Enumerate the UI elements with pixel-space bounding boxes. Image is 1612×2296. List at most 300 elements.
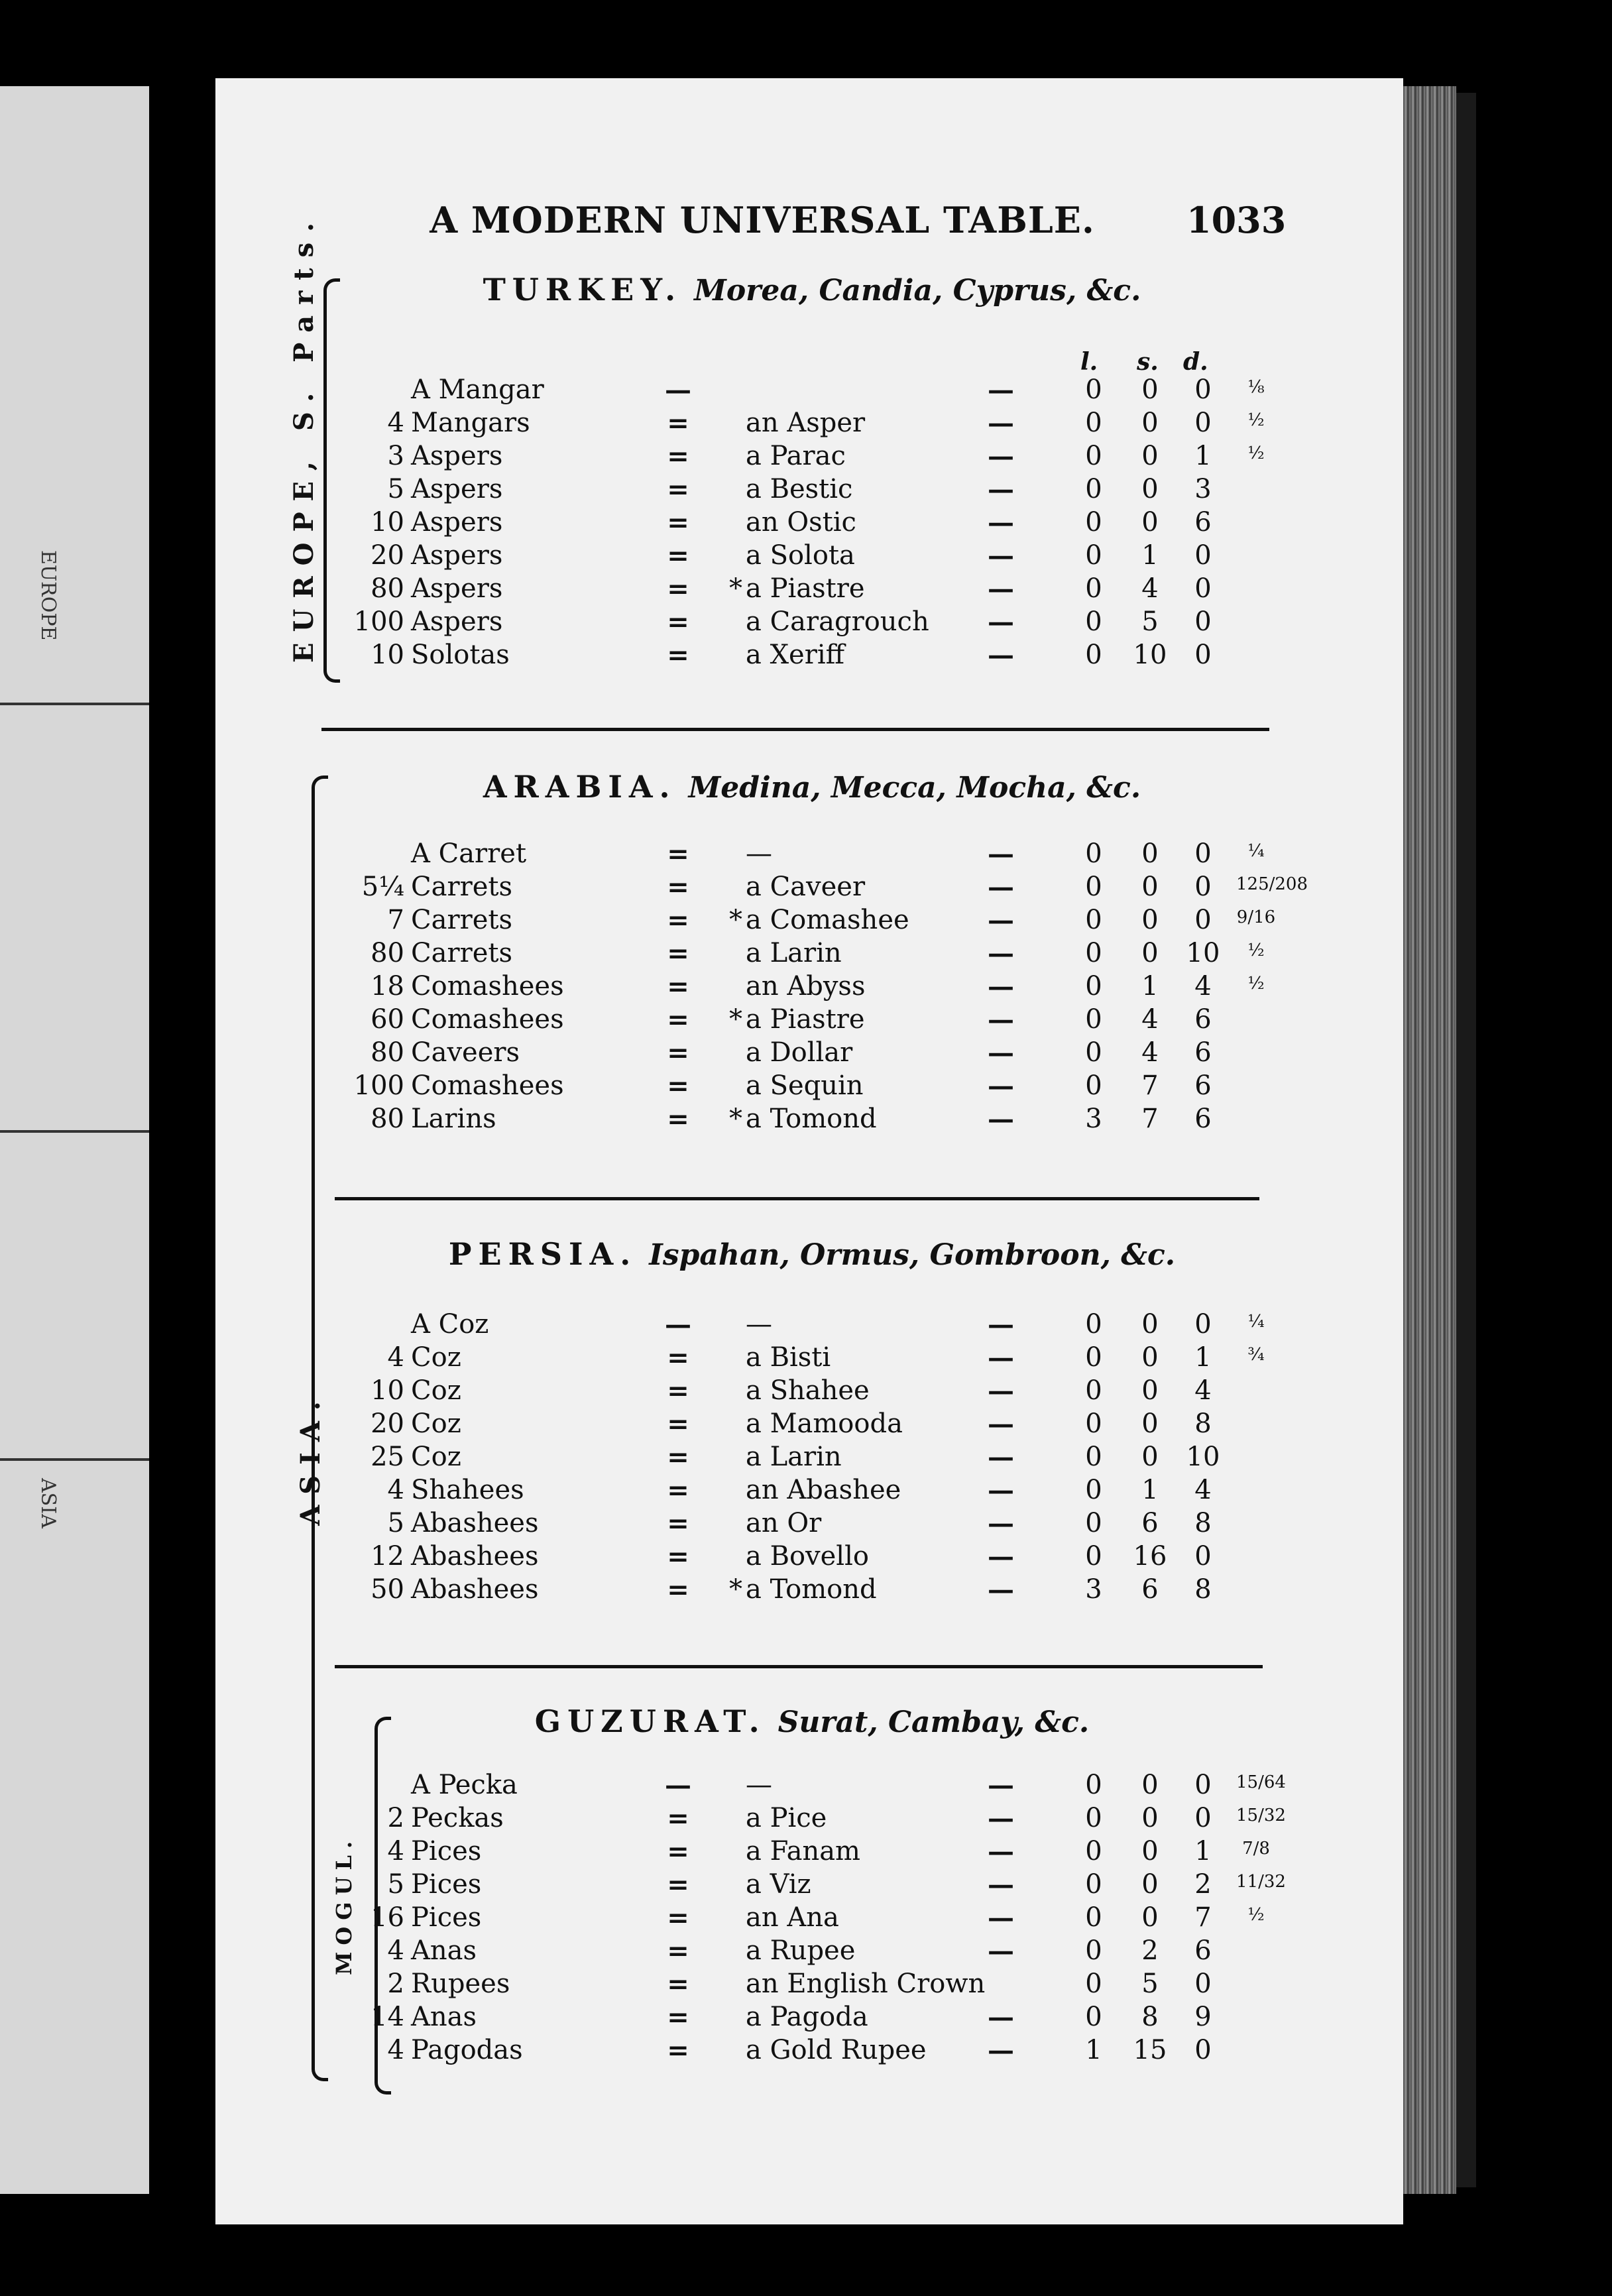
dash-cell: — [988,1508,1014,1539]
dash-cell: — [988,2035,1014,2066]
quantity-cell: 4 [387,1475,404,1505]
dash-cell: — [988,1836,1014,1867]
shillings-cell: 10 [1133,640,1167,670]
dash-cell: — [988,1309,1014,1340]
equals-cell: = [667,1070,685,1102]
pounds-cell: 0 [1085,374,1102,405]
table-row [345,938,1279,971]
region-label-mogul: MOGUL. [331,1834,357,1975]
dash-cell: — [988,507,1014,538]
pounds-cell: 0 [1085,573,1102,604]
coin-cell: — [746,1309,772,1340]
pounds-cell: 0 [1085,540,1102,571]
equals-cell: = [667,872,685,903]
fraction-cell: ½ [1247,974,1265,994]
coin-cell: a Caveer [746,872,866,902]
section-guzurat [345,1703,1286,2101]
unit-cell: Solotas [411,640,510,670]
section-title [345,272,1279,312]
coin-cell: an Ostic [746,507,856,538]
unit-cell: Anas [411,2002,477,2032]
equals-cell: = [667,1342,685,1373]
equals-cell: — [665,1309,687,1340]
quantity-cell: 7 [387,905,404,935]
quantity-cell: 80 [371,1037,404,1068]
coin-cell: a Parac [746,441,846,471]
equals-cell: = [667,1375,685,1406]
fraction-cell: 7/8 [1242,1839,1270,1859]
dash-cell: — [988,1070,1014,1102]
coin-cell: a Sequin [746,1070,864,1101]
equals-cell: = [667,540,685,571]
unit-cell: Aspers [411,441,503,471]
pounds-cell: 0 [1085,971,1102,1002]
country-places: Morea, Candia, Cyprus, &c. [694,274,1141,308]
equals-cell: = [667,441,685,472]
quantity-cell: 4 [387,1342,404,1373]
unit-cell: Anas [411,1935,477,1966]
section-title [345,1236,1279,1276]
coin-cell: a Gold Rupee [746,2035,927,2065]
equals-cell: = [667,1037,685,1068]
unit-cell: Rupees [411,1969,510,1999]
table-row [345,1869,1286,1902]
pence-cell: 2 [1194,1869,1212,1900]
table-row [345,1902,1279,1935]
shillings-cell: 16 [1133,1541,1167,1572]
coin-cell: a Mamooda [746,1408,903,1439]
quantity-cell: 18 [371,971,404,1002]
coin-cell: a Pice [746,1803,827,1833]
table-row [345,474,1279,507]
dash-cell: — [988,606,1014,638]
equals-cell: — [665,1770,687,1801]
unit-cell: Pices [411,1836,482,1866]
quantity-cell: 50 [371,1574,404,1605]
pounds-cell: 0 [1085,1902,1102,1933]
shillings-cell: 0 [1141,408,1159,438]
equals-cell: = [667,606,685,638]
shillings-cell: 0 [1141,1375,1159,1406]
pence-cell: 3 [1194,474,1212,504]
table-row [345,905,1279,938]
coin-cell: a Shahee [746,1375,870,1406]
coin-cell: a Bovello [746,1541,869,1572]
table-row [345,872,1308,905]
equals-cell: = [667,838,685,870]
pence-cell: 0 [1194,2035,1212,2065]
asterisk-cell: * [729,1574,742,1605]
dash-cell: — [988,2002,1014,2033]
unit-cell: Carrets [411,905,512,935]
fraction-cell: 9/16 [1236,907,1276,927]
coin-cell: a Bisti [746,1342,831,1373]
unit-cell: Aspers [411,474,503,504]
table-row [345,971,1279,1004]
dash-cell: — [988,1902,1014,1933]
shillings-cell: 0 [1141,1836,1159,1866]
dash-cell: — [988,938,1014,969]
dash-cell: — [988,905,1014,936]
fraction-cell: ¼ [1247,841,1265,861]
running-head: A MODERN UNIVERSAL TABLE. [430,199,1095,241]
pounds-cell: 0 [1085,1475,1102,1505]
equals-cell: = [667,938,685,969]
fraction-cell: 125/208 [1236,874,1308,894]
pounds-cell: 0 [1085,1541,1102,1572]
equals-cell: = [667,971,685,1002]
equals-cell: = [667,1969,685,2000]
quantity-cell: 4 [387,1836,404,1866]
pence-cell: 8 [1194,1574,1212,1605]
country-name: PERSIA. [448,1236,638,1272]
dash-cell: — [988,1935,1014,1967]
pence-cell: 0 [1194,1803,1212,1833]
dash-cell: — [988,1104,1014,1135]
unit-cell: Mangars [411,408,530,438]
equals-cell: = [667,408,685,439]
quantity-cell: 5 [387,1869,404,1900]
quantity-cell: 100 [353,606,404,637]
coin-cell: a Solota [746,540,855,571]
shillings-cell: 2 [1141,1935,1159,1966]
table-row [345,1375,1279,1408]
coin-cell: a Rupee [746,1935,856,1966]
quantity-cell: 60 [371,1004,404,1035]
unit-cell: A Pecka [411,1770,518,1800]
coin-cell: a Larin [746,1442,842,1472]
dash-cell: — [988,1037,1014,1068]
fraction-cell: ¾ [1247,1345,1265,1365]
country-name: ARABIA. [483,769,677,805]
shillings-cell: 1 [1141,540,1159,571]
pounds-cell: 0 [1085,1309,1102,1340]
coin-cell: a Dollar [746,1037,853,1068]
country-places: Surat, Cambay, &c. [777,1705,1090,1739]
equals-cell: = [667,507,685,538]
left-page-fragment-text: EUROPE [36,550,60,641]
table-row [345,1408,1279,1442]
equals-cell: = [667,2035,685,2066]
table-row [345,1442,1279,1475]
unit-cell: Pices [411,1902,482,1933]
pounds-cell: 0 [1085,1342,1102,1373]
pounds-cell: 0 [1085,1508,1102,1538]
pounds-cell: 0 [1085,606,1102,637]
equals-cell: = [667,1104,685,1135]
equals-cell: = [667,1508,685,1539]
shillings-cell: 0 [1141,507,1159,538]
shillings-cell: 6 [1141,1508,1159,1538]
equals-cell: = [667,640,685,671]
unit-cell: Carrets [411,872,512,902]
equals-cell: = [667,1574,685,1605]
pence-cell: 8 [1194,1408,1212,1439]
country-places: Medina, Mecca, Mocha, &c. [688,771,1141,805]
quantity-cell: 80 [371,573,404,604]
pounds-cell: 3 [1085,1104,1102,1134]
dash-cell: — [988,971,1014,1002]
dash-cell: — [988,872,1014,903]
pounds-cell: 0 [1085,408,1102,438]
coin-cell: a Piastre [746,573,865,604]
shillings-cell: 0 [1141,1309,1159,1340]
shillings-cell: 0 [1141,1342,1159,1373]
section-persia [345,1236,1279,1634]
pounds-cell: 0 [1085,507,1102,538]
equals-cell: = [667,2002,685,2033]
pence-cell: 0 [1194,872,1212,902]
section-divider [321,728,1269,731]
unit-cell: Comashees [411,1004,564,1035]
unit-cell: Caveers [411,1037,520,1068]
fraction-cell: 11/32 [1236,1872,1286,1892]
unit-cell: Coz [411,1342,461,1373]
unit-cell: Aspers [411,573,503,604]
dash-cell: — [988,441,1014,472]
shillings-cell: 4 [1141,573,1159,604]
table-row [345,1770,1286,1803]
shillings-cell: 7 [1141,1070,1159,1101]
dash-cell: — [988,1770,1014,1801]
unit-cell: Coz [411,1375,461,1406]
equals-cell: = [667,1803,685,1834]
pounds-cell: 0 [1085,838,1102,869]
table-row [345,1070,1279,1104]
dash-cell: — [988,1869,1014,1900]
shillings-cell: 4 [1141,1037,1159,1068]
asterisk-cell: * [729,573,742,604]
pence-cell: 7 [1194,1902,1212,1933]
equals-cell: = [667,1442,685,1473]
brace-asia [312,775,328,2081]
quantity-cell: 4 [387,1935,404,1966]
coin-cell: a Larin [746,938,842,968]
fraction-cell: ½ [1247,1905,1265,1925]
table-row [345,640,1279,673]
previous-page-fragment [0,86,149,2194]
quantity-cell: 4 [387,2035,404,2065]
quantity-cell: 10 [371,1375,404,1406]
shillings-cell: 15 [1133,2035,1167,2065]
equals-cell: = [667,1004,685,1035]
pounds-cell: 0 [1085,1803,1102,1833]
page-number: 1033 [1186,199,1287,241]
quantity-cell: 16 [371,1902,404,1933]
table-row [345,1574,1279,1607]
pence-cell: 0 [1194,1770,1212,1800]
pounds-cell: 0 [1085,1375,1102,1406]
unit-cell: Aspers [411,606,503,637]
pence-cell: 9 [1194,2002,1212,2032]
quantity-cell: 80 [371,1104,404,1134]
pounds-cell: 0 [1085,1836,1102,1866]
asterisk-cell: * [729,905,742,935]
equals-cell: — [665,374,687,406]
table-row [345,1475,1279,1508]
quantity-cell: 2 [387,1803,404,1833]
pence-cell: 0 [1194,1309,1212,1340]
pounds-cell: 0 [1085,1442,1102,1472]
table-row [345,1104,1279,1137]
dash-cell: — [988,1803,1014,1834]
coin-cell: — [746,838,772,869]
equals-cell: = [667,1541,685,1572]
coin-cell: a Xeriff [746,640,845,670]
section-divider [335,1197,1259,1200]
coin-cell: an English Crown [746,1969,986,1999]
country-places: Ispahan, Ormus, Gombroon, &c. [649,1238,1176,1272]
pence-cell: 0 [1194,1969,1212,1999]
shillings-cell: 0 [1141,905,1159,935]
table-row [345,573,1279,606]
pence-cell: 0 [1194,640,1212,670]
quantity-cell: 10 [371,640,404,670]
fraction-cell: ½ [1247,941,1265,960]
unit-cell: Abashees [411,1508,539,1538]
unit-cell: Carrets [411,938,512,968]
coin-cell: — [746,1770,772,1800]
quantity-cell: 5 [387,1508,404,1538]
pence-cell: 6 [1194,1037,1212,1068]
pence-cell: 6 [1194,1070,1212,1101]
unit-cell: Abashees [411,1574,539,1605]
region-label-asia: ASIA. [295,1391,326,1526]
pence-cell: 1 [1194,1836,1212,1866]
table-row [345,1508,1279,1541]
country-name: TURKEY. [483,272,683,308]
pence-cell: 0 [1194,374,1212,405]
unit-cell: A Carret [411,838,527,869]
coin-cell: a Fanam [746,1836,860,1866]
quantity-cell: 12 [371,1541,404,1572]
table-row [345,1969,1279,2002]
pounds-cell: 0 [1085,640,1102,670]
pounds-cell: 0 [1085,1037,1102,1068]
quantity-cell: 2 [387,1969,404,1999]
unit-cell: Comashees [411,1070,564,1101]
pounds-cell: 0 [1085,1770,1102,1800]
table-row [345,2002,1279,2035]
pence-cell: 1 [1194,441,1212,471]
quantity-cell: 5 [387,474,404,504]
pence-cell: 0 [1194,408,1212,438]
pence-cell: 4 [1194,971,1212,1002]
column-head-shillings: s. [1137,348,1159,376]
section-title [345,1703,1279,1743]
shillings-cell: 4 [1141,1004,1159,1035]
pence-cell: 10 [1186,938,1220,968]
pounds-cell: 0 [1085,872,1102,902]
shillings-cell: 1 [1141,971,1159,1002]
table-row [345,1037,1279,1070]
quantity-cell: 25 [371,1442,404,1472]
pounds-cell: 0 [1085,905,1102,935]
unit-cell: A Coz [411,1309,489,1340]
coin-cell: an Asper [746,408,866,438]
equals-cell: = [667,573,685,604]
shillings-cell: 0 [1141,1869,1159,1900]
quantity-cell: 10 [371,507,404,538]
asterisk-cell: * [729,1104,742,1134]
dash-cell: — [988,1541,1014,1572]
coin-cell: a Caragrouch [746,606,929,637]
table-row [345,1541,1279,1574]
pence-cell: 0 [1194,606,1212,637]
coin-cell: an Abyss [746,971,866,1002]
fraction-cell: ¼ [1247,1312,1265,1332]
pounds-cell: 0 [1085,1935,1102,1966]
coin-cell: an Abashee [746,1475,901,1505]
shillings-cell: 0 [1141,474,1159,504]
quantity-cell: 4 [387,408,404,438]
dash-cell: — [988,540,1014,571]
coin-cell: a Comashee [746,905,909,935]
pence-cell: 0 [1194,540,1212,571]
table-row [345,408,1279,441]
section-arabia [345,769,1308,1153]
shillings-cell: 0 [1141,1902,1159,1933]
unit-cell: Coz [411,1408,461,1439]
pence-cell: 8 [1194,1508,1212,1538]
dash-cell: — [988,838,1014,870]
shillings-cell: 0 [1141,838,1159,869]
unit-cell: Peckas [411,1803,504,1833]
table-row [345,1836,1279,1869]
coin-cell: a Pagoda [746,2002,868,2032]
pounds-cell: 1 [1085,2035,1102,2065]
quantity-cell: 100 [353,1070,404,1101]
pounds-cell: 0 [1085,1408,1102,1439]
unit-cell: Pagodas [411,2035,523,2065]
shillings-cell: 5 [1141,1969,1159,1999]
table-row [345,2035,1279,2068]
pounds-cell: 3 [1085,1574,1102,1605]
section-divider [335,1665,1263,1668]
shillings-cell: 7 [1141,1104,1159,1134]
page-edge-shadow [1456,93,1476,2187]
shillings-cell: 8 [1141,2002,1159,2032]
table-row [345,1803,1286,1836]
shillings-cell: 1 [1141,1475,1159,1505]
coin-cell: an Ana [746,1902,839,1933]
pounds-cell: 0 [1085,1969,1102,1999]
pence-cell: 4 [1194,1375,1212,1406]
coin-cell: a Tomond [746,1574,877,1605]
unit-cell: Aspers [411,507,503,538]
quantity-cell: 20 [371,1408,404,1439]
shillings-cell: 0 [1141,938,1159,968]
table-row [345,1342,1279,1375]
pence-cell: 1 [1194,1342,1212,1373]
dash-cell: — [988,1475,1014,1506]
unit-cell: Pices [411,1869,482,1900]
pounds-cell: 0 [1085,1070,1102,1101]
column-head-pence: d. [1183,348,1208,376]
dash-cell: — [988,474,1014,505]
section-turkey [345,272,1279,669]
quantity-cell: 3 [387,441,404,471]
pounds-cell: 0 [1085,1004,1102,1035]
unit-cell: Coz [411,1442,461,1472]
equals-cell: = [667,905,685,936]
fraction-cell: 15/64 [1236,1772,1286,1792]
shillings-cell: 6 [1141,1574,1159,1605]
equals-cell: = [667,1935,685,1967]
coin-cell: an Or [746,1508,822,1538]
pence-cell: 6 [1194,1104,1212,1134]
coin-cell: a Piastre [746,1004,865,1035]
